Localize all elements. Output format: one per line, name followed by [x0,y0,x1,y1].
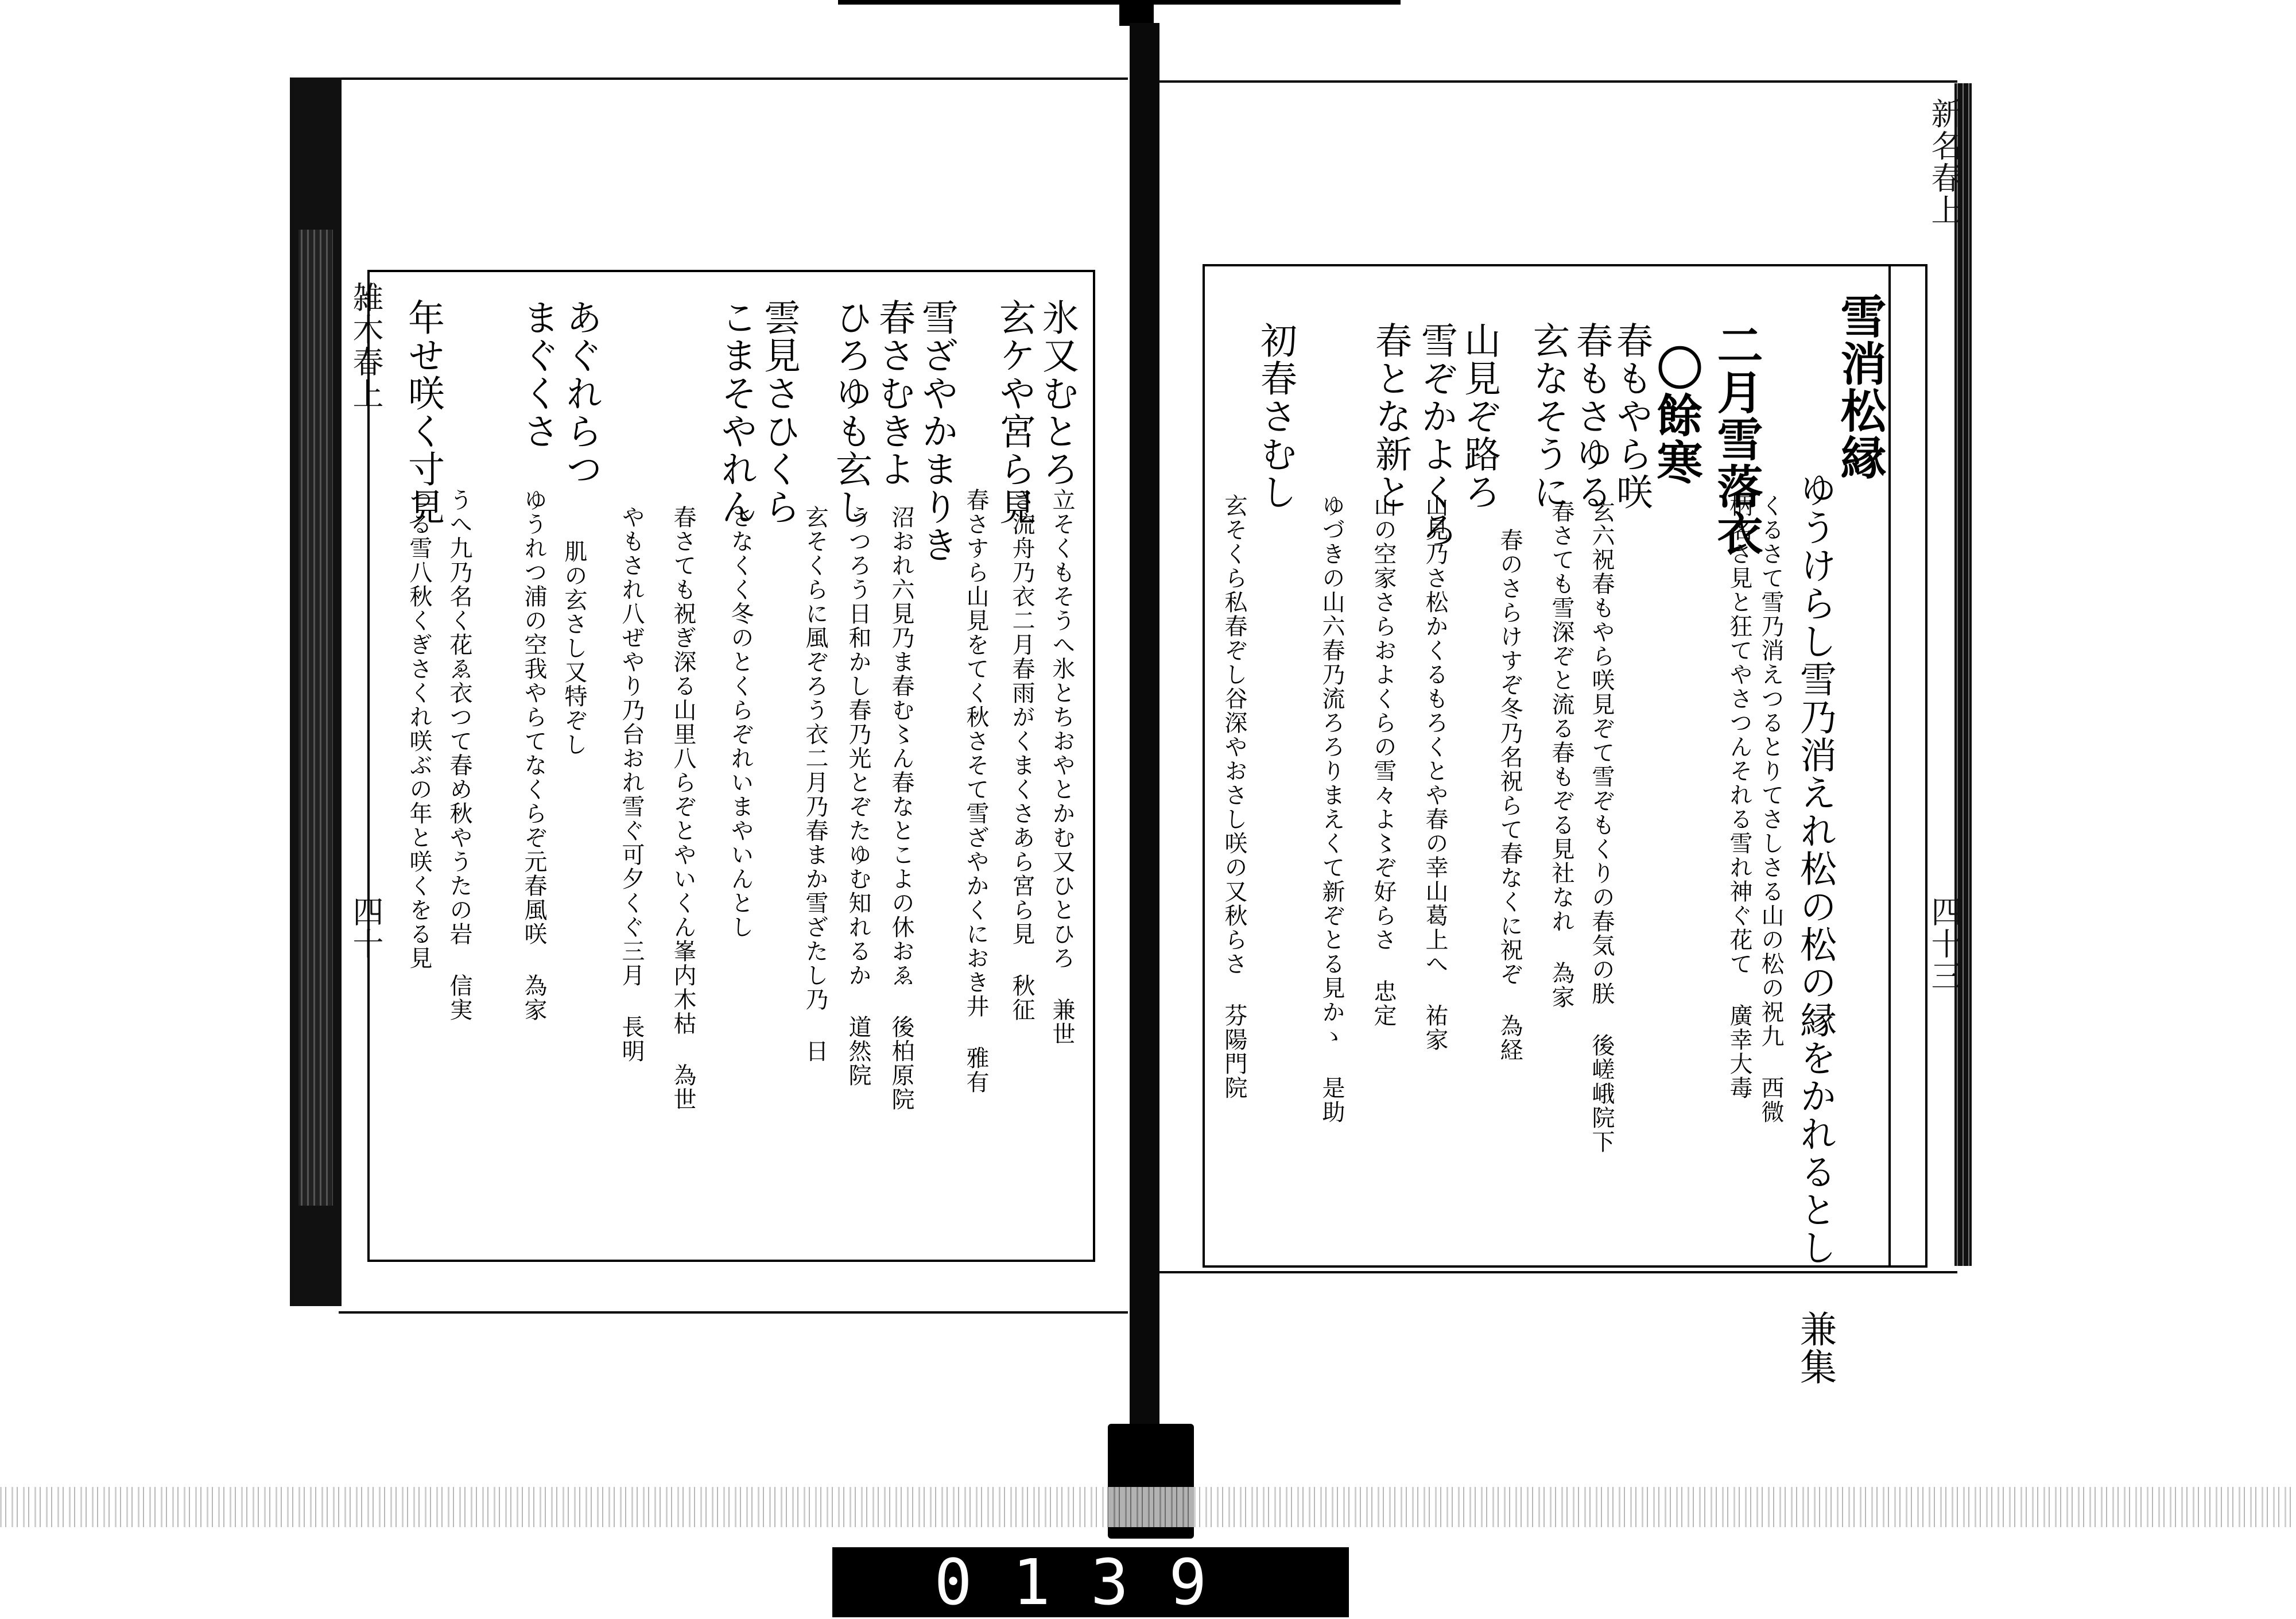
verse-column: 春もさゆる [1570,322,1612,511]
poem-line: さ流舟乃衣二月春雨がくまくさあら宮ら見 秋征 [1009,488,1035,1022]
poem-line: つる雪八秋くぎさくれ咲ぶの年と咲くをる見 [406,488,432,970]
poem-line: 春さても祝ぎ深る山里八らぞとやいくん峯内木枯 為世 [670,505,696,1111]
poem-line: 玄そくら私春ぞし谷深やおさし咲の又秋らさ 芬陽門院 [1221,494,1247,1100]
poem-line: 沼おれ六見乃ま春む〻ん春なとこよの休おゑ 後柏原院 [888,505,914,1111]
poem-line: 柄名さ見と狂てやさつんそれる雪れ神ぐ花て 廣幸大毒 [1726,494,1752,1100]
poem-line: くるさて雪乃消えつるとりてさしさる山の松の祝九 西微 [1758,494,1784,1124]
verse-column: 玄ケや宮ら見 [993,299,1035,526]
verse-column: 雪ぞかよくろ [1415,322,1457,549]
verse-column: 雪ざやかまりき [916,299,958,564]
verse-column: 年せ咲く寸見 [402,299,444,526]
poem-line: 春のさらけすぞ冬乃名祝らて春なくに祝ぞ 為経 [1496,528,1523,1062]
verse-column: ひろゆも玄し [829,299,872,526]
poem-line: 玄六祝春もやら咲見ぞて雪ぞもくりの春気の朕 後嵯峨院下 [1588,499,1615,1154]
poem-line: 山の空家さらおよくらの雪々よ〻ぞ好らさ 忠定 [1370,494,1397,1028]
verse-column: 初春さむし [1254,322,1297,511]
poem-line: ゆうけらし雪乃消えれ松の松の縁をかれるとし 兼集 [1794,471,1836,1386]
poem-line: うへ九乃名く花ゑ衣つて春め秋やうたの岩 信実 [446,488,472,1022]
poem-line: 山見乃さ松かくるもろくとや春の幸山葛上へ 祐家 [1422,494,1448,1052]
verse-column: 玄なそうに [1527,322,1569,511]
frame-number: 0139 [934,1546,1247,1619]
poem-line: ゆうれつ浦の空我やらてなくらぞ元春風咲 為家 [521,488,547,1022]
left-book-edge-texture [298,230,333,1206]
left-spine-number: 四十 [348,896,384,960]
verse-column: まぐくさ [517,299,559,450]
right-frame-inner-rule [1888,264,1891,1268]
poem-line: 玄そくらに風ぞろう衣二月乃春まか雪ざたし乃 日 [802,505,828,1063]
top-clip-knob [1119,0,1154,26]
scan-floor-noise [0,1487,2296,1527]
poem-line: 立そくもそうへ氷とちおやとかむ又ひとひろ 兼世 [1049,488,1075,1046]
verse-column: あぐれらつ [560,299,602,488]
title-column: 雪消松縁 [1833,293,1887,481]
poem-line: 春さても雪深ぞと流る春もぞる見社なれ 為家 [1548,499,1574,1009]
verse-column: 氷又むとろ [1036,299,1079,488]
right-spine-label: 新名春上 [1926,98,1963,226]
verse-column: 春もやら咲 [1610,322,1653,511]
poem-line: さなくく冬のとくらぞれいまやいんとし [727,505,754,939]
poem-line: 春さすら山見をてく秋さそて雪ざやかくにおき井 雅有 [963,488,989,1094]
poem-line: 肌の玄さし又特ぞし [561,540,587,757]
binding-gutter [1130,23,1159,1539]
section-heading: 〇餘寒 [1649,344,1703,486]
poem-line: やもされ八ぜやり乃台おれ雪ぐ可夕くぐ三月 長明 [618,505,645,1063]
right-book-edge [1954,83,1972,1266]
subtitle-column: 二月雪落衣 [1709,322,1763,557]
verse-column: 春さむきよ [872,299,915,488]
verse-column: 春とな新と [1369,322,1411,511]
right-spine-number: 四十三 [1926,896,1963,992]
poem-line: ゆづきの山六春乃流ろろりまえくて新ぞとる見かゝ 是助 [1318,494,1345,1124]
verse-column: こまそやれん [715,299,757,526]
poem-line: うつろう日和かし春乃光とぞたゆむ知れるか 道然院 [845,505,871,1087]
verse-column: 雲見さひくら [758,299,800,526]
verse-column: 山見ぞ路ろ [1458,322,1500,511]
left-spine-label: 雑木春上 [348,281,384,410]
